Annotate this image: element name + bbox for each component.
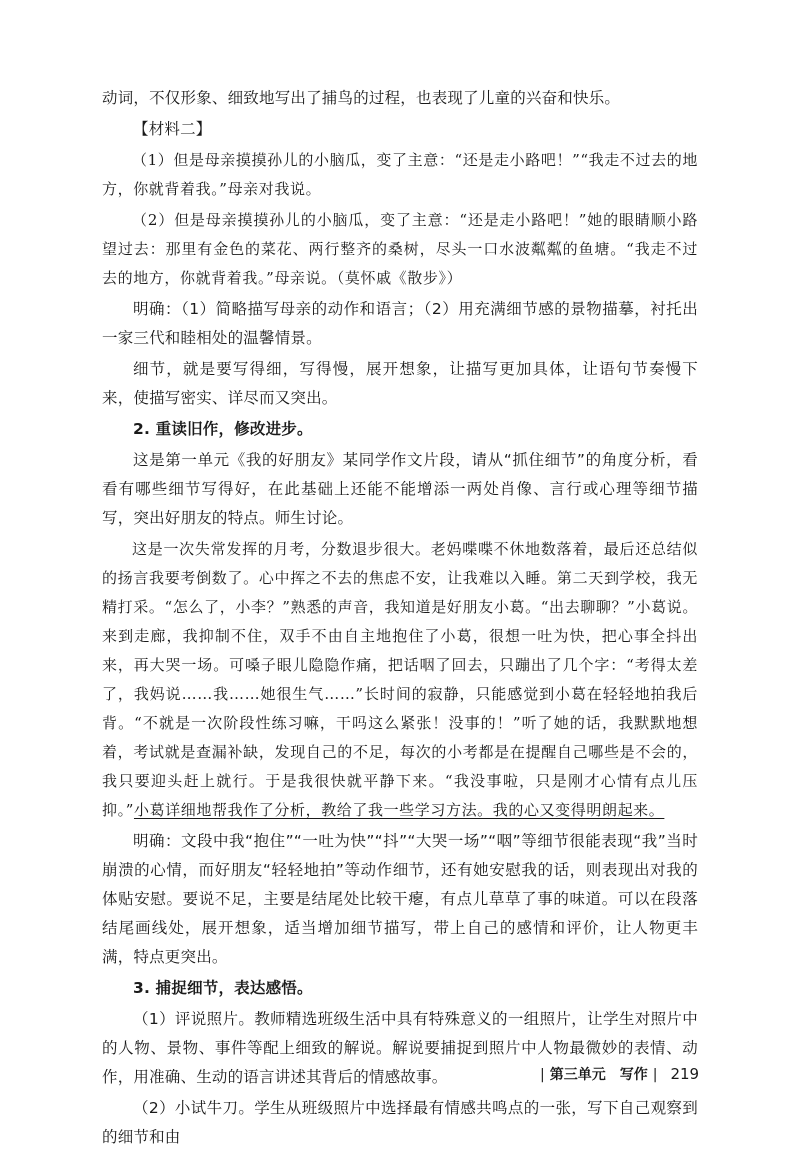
section-heading-2: 2. 重读旧作，修改进步。 — [133, 420, 313, 438]
material-two-excerpt-2: （2）但是母亲摸摸孙儿的小脑瓜，变了主意：“还是走小路吧！”她的眼睛顺小路望过去：那里有金色的菜花、两行整齐的桑树，尽头一口水波粼粼的鱼塘。“我走不过去的地方，你就背着我。”母亲说。（莫怀戚《散步》） — [102, 211, 698, 287]
section-heading-3: 3. 捕捉细节，表达感悟。 — [133, 979, 313, 997]
essay-text: 这是一次失常发挥的月考，分数退步很大。老妈喋喋不休地数落着，最后还总结似的扬言我要考倒数了。心中挥之不去的焦虑不安，让我难以入睡。第二天到学校，我无精打采。“怎么了，小李？”熟悉的声音，我知道是好朋友小葛。“出去聊聊？”小葛说。来到走廊，我抑制不住，双手不由自主地抱住了小葛，很想一吐为快，把心事全抖出来，再大哭一场。可嗓子眼儿隐隐作痛，把话咽了回去，只蹦出了几个字：“考得太差了，我妈说……我……她很生气……”长时间的寂静，只能感觉到小葛在轻轻地拍我后背。“不就是一次阶段性练习嘛，干吗这么紧张！没事的！”听了她的话，我默默地想着，考试就是查漏补缺，发现自己的不足，每次的小考都是在提醒自己哪些是不会的，我只要迎头赶上就行。于是我很快就平静下来。“我没事啦，只是刚才心情有点儿压抑。” — [102, 540, 698, 819]
footer-section-label: 第三单元 写作 — [549, 1067, 648, 1083]
paragraph-continuation: 动词，不仅形象、细致地写出了捕鸟的过程，也表现了儿童的兴奋和快乐。 — [102, 89, 621, 107]
clarification-paragraph-2: 明确：文段中我“抱住”“一吐为快”“抖”“大哭一场”“咽”等细节很能表现“我”当时崩溃的心情，而好朋友“轻轻地拍”等动作细节，还有她安慰我的话，则表现出对我的体贴安慰。要说不足，主要是结尾处比较干瘪，有点儿草草了事的味道。可以在段落结尾画线处，展开想象，适当增加细节描写，带上自己的感情和评价，让人物更丰满，特点更突出。 — [102, 832, 698, 966]
clarification-paragraph-1: 明确：（1）简略描写母亲的动作和语言；（2）用充满细节感的景物描摹，衬托出一家三代和睦相处的温馨情景。 — [102, 300, 698, 347]
activity-writing-practice: （2）小试牛刀。学生从班级照片中选择最有情感共鸣点的一张，写下自己观察到的细节和由 — [102, 1099, 698, 1146]
page-body — [102, 84, 698, 1154]
essay-underlined-ending: 小葛详细地帮我作了分析，教给了我一些学习方法。我的心又变得明朗起来。 — [133, 801, 665, 819]
material-two-excerpt-1: （1）但是母亲摸摸孙儿的小脑瓜，变了主意：“还是走小路吧！”“我走不过去的地方，你就背着我。”母亲对我说。 — [102, 151, 698, 198]
activity-photo-commentary: （1）评说照片。教师精选班级生活中具有特殊意义的一组照片，让学生对照片中的人物、景物、事件等配上细致的解说。解说要捕捉到照片中人物最微妙的表情、动作，用准确、生动的语言讲述其背后的情感故事。 — [102, 1010, 698, 1086]
student-essay-excerpt — [102, 535, 698, 825]
task-instruction-paragraph: 这是第一单元《我的好朋友》某同学作文片段，请从“抓住细节”的角度分析，看看有哪些细节写得好，在此基础上还能不能增添一两处肖像、言行或心理等细节描写，突出好朋友的特点。师生讨论。 — [102, 451, 698, 527]
page-number: 219 — [670, 1065, 700, 1083]
page-footer — [535, 1064, 705, 1085]
footer-divider-right: | — [652, 1067, 658, 1083]
material-two-heading: 【材料二】 — [133, 120, 212, 138]
detail-definition-paragraph: 细节，就是要写得细，写得慢，展开想象，让描写更加具体，让语句节奏慢下来，使描写密实、详尽而又突出。 — [102, 360, 698, 407]
footer-divider-left: | — [540, 1067, 545, 1083]
